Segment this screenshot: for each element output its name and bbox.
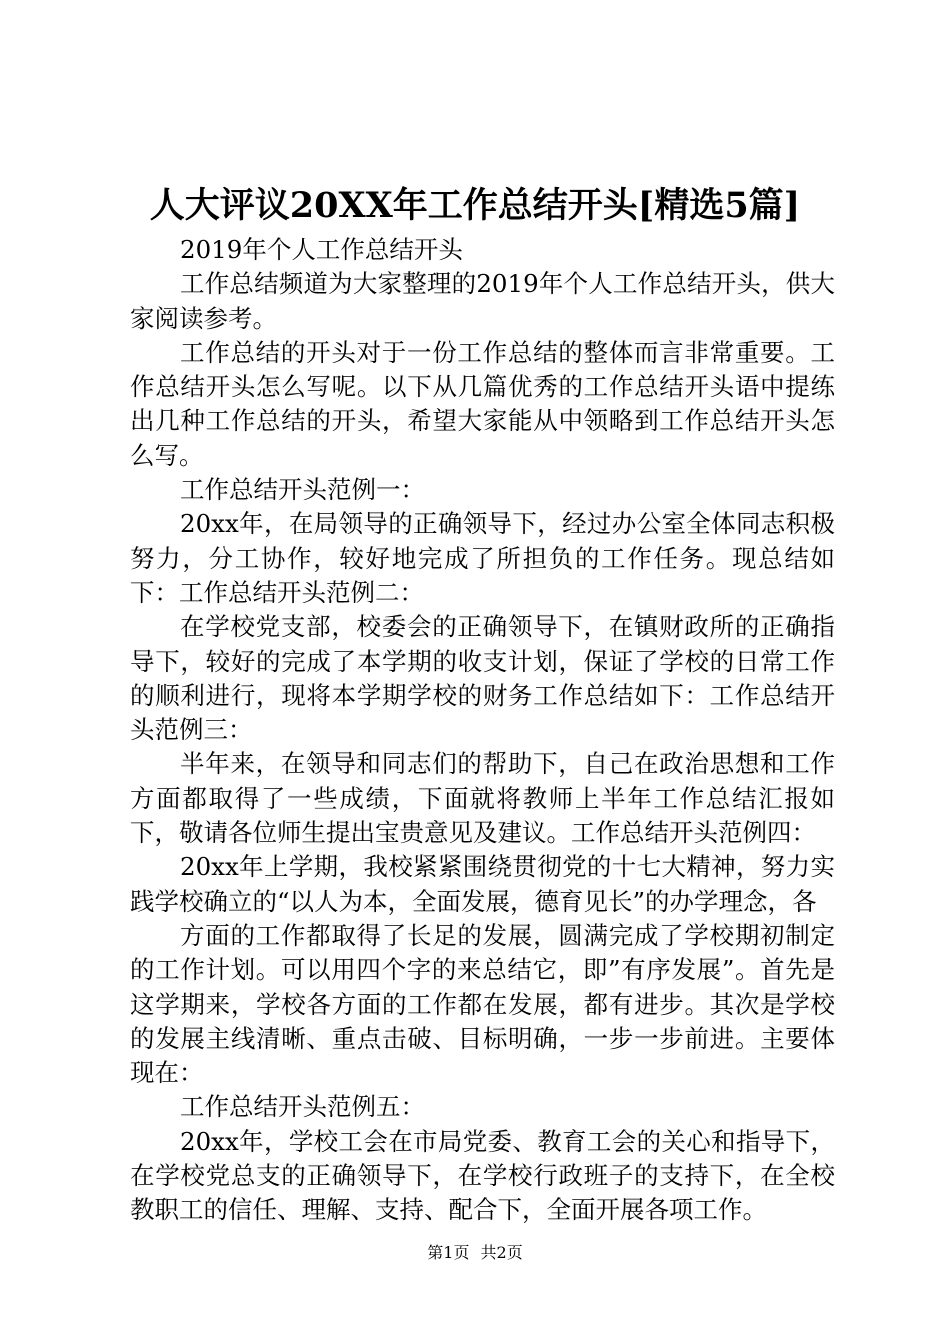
paragraph: 在学校党支部，校委会的正确领导下，在镇财政所的正确指导下，较好的完成了本学期的收支计划，保证了学校的日常工作的顺利进行，现将本学期学校的财务工作总结如下：工作总结开头范例三： <box>130 612 835 745</box>
paragraph: 工作总结的开头对于一份工作总结的整体而言非常重要。工作总结开头怎么写呢。以下从几篇优秀的工作总结开头语中提练出几种工作总结的开头，希望大家能从中领略到工作总结开头怎么写。 <box>130 337 835 470</box>
page-total: 共2页 <box>480 1243 523 1262</box>
document-title: 人大评议20XX年工作总结开头[精选5篇] <box>149 185 801 226</box>
paragraph: 工作总结频道为大家整理的2019年个人工作总结开头，供大家阅读参考。 <box>130 269 835 333</box>
paragraph: 20xx年，学校工会在市局党委、教育工会的关心和指导下，在学校党总支的正确领导下，在学校行政班子的支持下，在全校教职工的信任、理解、支持、配合下，全面开展各项工作。 <box>130 1126 835 1225</box>
document-body <box>130 233 835 1228</box>
paragraph: 方面的工作都取得了长足的发展，圆满完成了学校期初制定的工作计划。可以用四个字的来总结它，即”有序发展”。首先是这学期来，学校各方面的工作都在发展，都有进步。其次是学校的发展主线清晰、重点击破、目标明确，一步一步前进。主要体现在： <box>130 920 835 1088</box>
paragraph-heading: 工作总结开头范例一： <box>180 475 425 505</box>
page-number: 第1页 <box>427 1243 470 1262</box>
paragraph-subtitle: 2019年个人工作总结开头 <box>180 235 463 264</box>
paragraph: 20xx年上学期，我校紧紧围绕贯彻党的十七大精神，努力实践学校确立的“以人为本，全面发展，德育见长”的办学理念，各 <box>130 852 835 916</box>
paragraph: 半年来，在领导和同志们的帮助下，自己在政治思想和工作方面都取得了一些成绩，下面就将教师上半年工作总结汇报如下，敬请各位师生提出宝贵意见及建议。工作总结开头范例四： <box>130 749 835 848</box>
page-footer <box>0 1242 950 1264</box>
paragraph-heading: 工作总结开头范例五： <box>180 1092 425 1122</box>
paragraph: 20xx年，在局领导的正确领导下，经过办公室全体同志积极努力，分工协作，较好地完成了所担负的工作任务。现总结如下：工作总结开头范例二： <box>130 509 835 607</box>
